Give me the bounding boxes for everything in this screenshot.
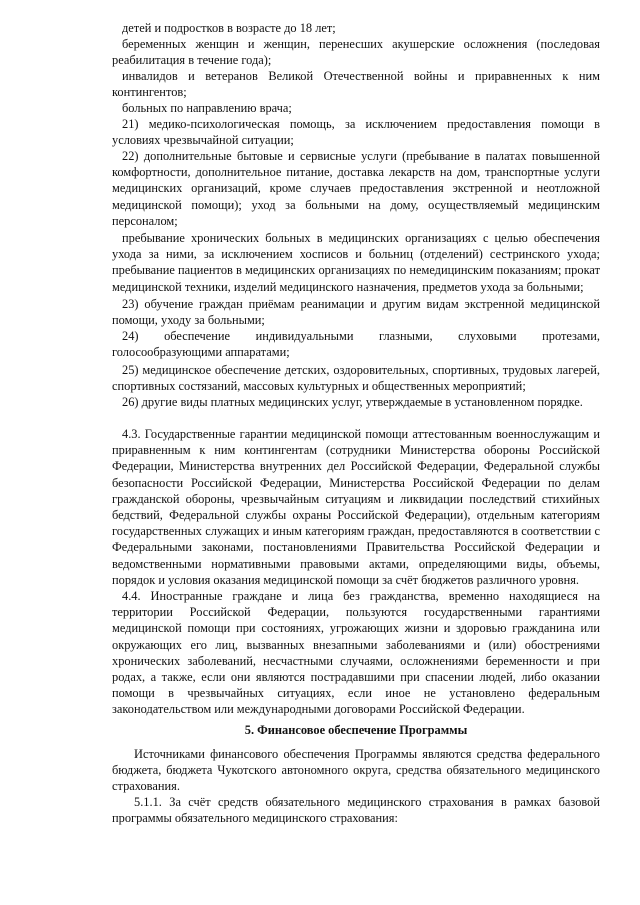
paragraph-item-23: 23) обучение граждан приёмам реанимации и другим видам экстренной медицинской помощи, уходу за больными; bbox=[112, 297, 600, 328]
paragraph-pregnant: беременных женщин и женщин, перенесших акушерские осложнения (последовая реабилитация в течение года); bbox=[112, 37, 600, 68]
paragraph-section-4-3: 4.3. Государственные гарантии медицинской помощи аттестованным военнослужащим и приравненным к ним контингентам (сотрудники Министерства обороны Российской Федерации, Министерства внутренних дел Российской Федерации, Федеральной службы безопасности Российской Федерации, Министерства Российской Федерации по делам гражданской обороны, чрезвычайным ситуациям и ликвидации последствий стихийных бедствий, Федеральной службы охраны Российской Федерации), отдельным категориям государственных служащих и иным категориям граждан, предоставляются в соответствии с Федеральными законами, постановлениями Правительства Российской Федерации и ведомственными нормативными правовыми актами, определяющими виды, объемы, порядок и условия оказания медицинской помощи за счёт бюджетов различного уровня. bbox=[112, 427, 600, 587]
paragraph-funding-sources: Источниками финансового обеспечения Программы являются средства федерального бюджета, бюджета Чукотского автономного округа, средства обязательного медицинского страхования. bbox=[112, 747, 600, 794]
paragraph-item-21: 21) медико-психологическая помощь, за исключением предоставления помощи в условиях чрезвычайной ситуации; bbox=[112, 117, 600, 148]
paragraph-chronic-patients: пребывание хронических больных в медицинских организациях с целью обеспечения ухода за ними, за исключением хосписов и больниц (отделений) сестринского ухода; пребывание пациентов в медицинских организациях по немедицинским показаниям; прокат медицинской техники, изделий медицинского назначения, предметов ухода за больными; bbox=[112, 231, 600, 294]
paragraph-item-25: 25) медицинское обеспечение детских, оздоровительных, спортивных, трудовых лагерей, спортивных состязаний, массовых культурных и общественных мероприятий; bbox=[112, 363, 600, 394]
paragraph-item-26: 26) другие виды платных медицинских услуг, утверждаемые в установленном порядке. bbox=[122, 395, 583, 409]
paragraph-veterans: инвалидов и ветеранов Великой Отечественной войны и приравненных к ним контингентов; bbox=[112, 69, 600, 100]
paragraph-section-4-4: 4.4. Иностранные граждане и лица без гражданства, временно находящиеся на территории Российской Федерации, пользуются государственными гарантиями медицинской помощи при состояниях, угрожающих жизни и здоровью гражданина или окружающих его лиц, вызванных внезапными заболеваниями и (или) обострениями хронических заболеваний, несчастными случаями, осложнениями беременности и при родах, а также, если они являются пострадавшими при спасении людей, либо оказании помощи в чрезвычайных ситуациях, если иное не установлено федеральным законодательством или международными договорами Российской Федерации. bbox=[112, 589, 600, 717]
paragraph-item-24: 24) обеспечение индивидуальными глазными, слуховыми протезами, голосообразующими аппаратами; bbox=[112, 329, 600, 360]
section-heading: 5. Финансовое обеспечение Программы bbox=[244, 723, 468, 737]
paragraph-item-22: 22) дополнительные бытовые и сервисные услуги (пребывание в палатах повышенной комфортности, дополнительное питание, доставка лекарств на дом, транспортные услуги медицинских организаций, кроме случаев предоставления экстренной и неотложной медицинской помощи); уход за больными на дому, осуществляемый медицинским персоналом; bbox=[112, 149, 600, 228]
paragraph-referral: больных по направлению врача; bbox=[122, 101, 292, 115]
paragraph-children: детей и подростков в возрасте до 18 лет; bbox=[122, 21, 336, 35]
paragraph-section-5-1-1: 5.1.1. За счёт средств обязательного медицинского страхования в рамках базовой программы обязательного медицинского страхования: bbox=[112, 795, 600, 826]
